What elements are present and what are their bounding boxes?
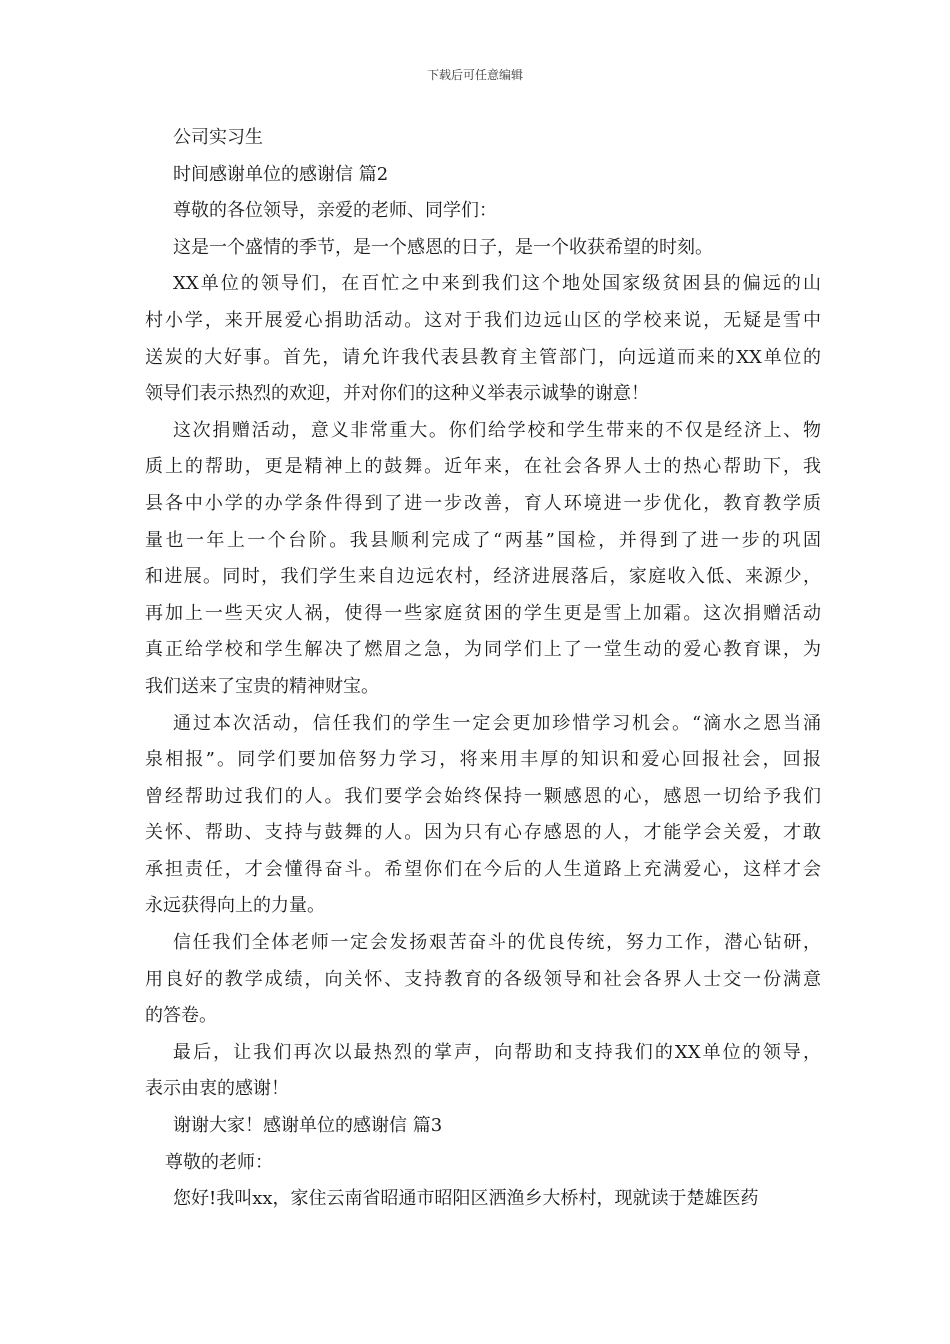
paragraph-line: 村小学，来开展爱心捐助活动。这对于我们边远山区的学校来说，无疑是雪中 <box>145 309 821 331</box>
paragraph-line: XX单位的领导们，在百忙之中来到我们这个地处国家级贫困县的偏远的山 <box>173 273 821 295</box>
paragraph-line: 这是一个盛情的季节，是一个感恩的日子，是一个收获希望的时刻。 <box>173 236 713 258</box>
paragraph-line: 质上的帮助，更是精神上的鼓舞。近年来，在社会各界人士的热心帮助下，我 <box>145 456 821 478</box>
paragraph-1 <box>145 266 821 412</box>
paragraph-4 <box>145 925 821 1035</box>
paragraph-line: 真正给学校和学生解决了燃眉之急，为同学们上了一堂生动的爱心教育课，为 <box>145 639 821 661</box>
paragraph-line: 您好!我叫xx，家住云南省昭通市昭阳区洒渔乡大桥村，现就读于楚雄医药 <box>173 1188 759 1210</box>
paragraph-3 <box>145 706 821 926</box>
paragraph-line: 送炭的大好事。首先，请允许我代表县教育主管部门，向远道而来的XX单位的 <box>145 346 821 368</box>
section-heading: 时间感谢单位的感谢信 篇2 <box>173 163 389 185</box>
paragraph-line: 这次捐赠活动，意义非常重大。你们给学校和学生带来的不仅是经济上、物 <box>173 419 821 441</box>
paragraph-line: 永远获得向上的力量。 <box>145 895 325 917</box>
section-heading: 谢谢大家！感谢单位的感谢信 篇3 <box>173 1115 443 1137</box>
page-header: 下载后可任意编辑 <box>426 68 523 82</box>
paragraph-5 <box>145 1035 821 1108</box>
paragraph-line: 承担责任，才会懂得奋斗。希望你们在今后的人生道路上充满爱心，这样才会 <box>145 858 821 880</box>
paragraph-line: 和进展。同时，我们学生来自边远农村，经济进展落后，家庭收入低、来源少， <box>145 566 821 588</box>
salutation: 尊敬的老师： <box>165 1151 273 1173</box>
paragraph-line: 通过本次活动，信任我们的学生一定会更加珍惜学习机会。“滴水之恩当涌 <box>173 712 821 734</box>
paragraph-line: 的答卷。 <box>145 1005 217 1027</box>
signature-line: 公司实习生 <box>173 127 263 148</box>
paragraph-line: 量也一年上一个台阶。我县顺利完成了“两基”国检，并得到了进一步的巩固 <box>145 529 821 551</box>
paragraph-line: 领导们表示热烈的欢迎，并对你们的这种义举表示诚挚的谢意！ <box>145 383 649 405</box>
paragraph-2 <box>145 413 821 706</box>
paragraph-line: 信任我们全体老师一定会发扬艰苦奋斗的优良传统，努力工作，潜心钻研， <box>173 932 821 954</box>
paragraph-line: 再加上一些天灾人祸，使得一些家庭贫困的学生更是雪上加霜。这次捐赠活动 <box>145 602 821 624</box>
document-body <box>145 120 821 1218</box>
paragraph-line: 我们送来了宝贵的精神财宝。 <box>145 675 379 697</box>
paragraph-line: 关怀、帮助、支持与鼓舞的人。因为只有心存感恩的人，才能学会关爱，才敢 <box>145 822 821 844</box>
paragraph-line: 最后，让我们再次以最热烈的掌声，向帮助和支持我们的XX单位的领导， <box>173 1041 821 1063</box>
paragraph-line: 曾经帮助过我们的人。我们要学会始终保持一颗感恩的心，感恩一切给予我们 <box>145 785 821 807</box>
paragraph-line: 县各中小学的办学条件得到了进一步改善，育人环境进一步优化，教育教学质 <box>145 492 821 514</box>
paragraph-line: 用良好的教学成绩，向关怀、支持教育的各级领导和社会各界人士交一份满意 <box>145 968 821 990</box>
salutation: 尊敬的各位领导，亲爱的老师、同学们： <box>173 200 497 222</box>
paragraph-line: 泉相报”。同学们要加倍努力学习，将来用丰厚的知识和爱心回报社会，回报 <box>145 749 821 771</box>
paragraph-line: 表示由衷的感谢！ <box>145 1078 289 1100</box>
